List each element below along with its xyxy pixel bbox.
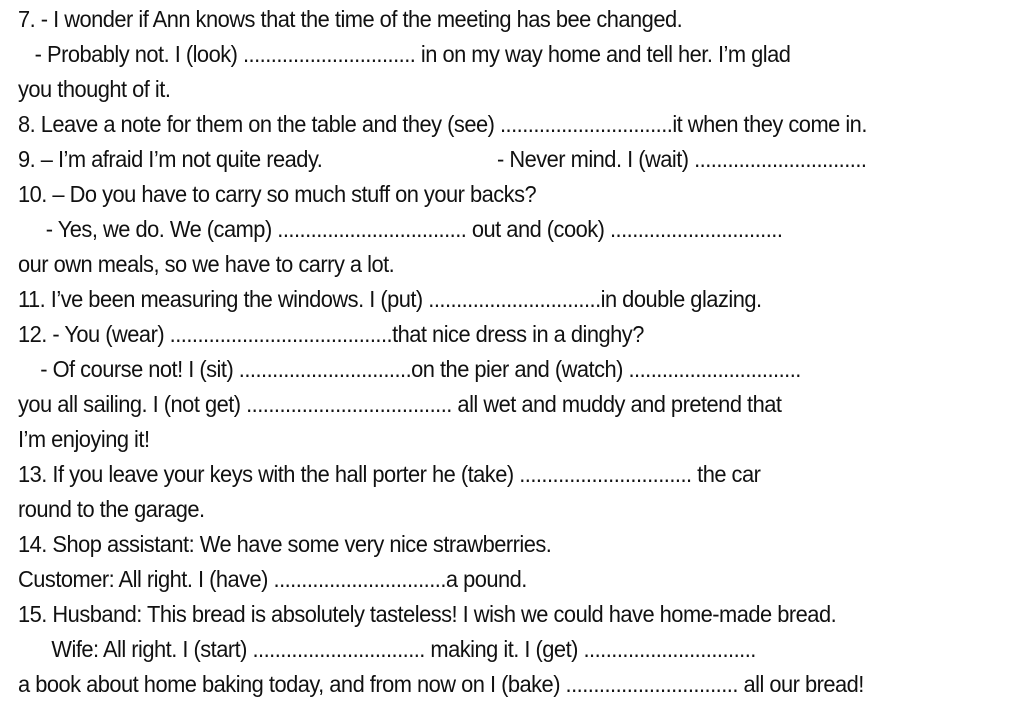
- line-15-husband: 15. Husband: This bread is absolutely tasteless! I wish we could have home-made bread.: [18, 601, 837, 627]
- line-15-continued: a book about home baking today, and from now on I (bake) ............................... all our bread!: [18, 671, 864, 697]
- line-14-assistant: 14. Shop assistant: We have some very nice strawberries.: [18, 531, 552, 557]
- line-10-answer: - Yes, we do. We (camp) .................................. out and (cook) ...............................: [18, 216, 783, 242]
- line-7-continued: you thought of it.: [18, 76, 171, 102]
- line-7-question: 7. - I wonder if Ann knows that the time of the meeting has bee changed.: [18, 6, 683, 32]
- line-15-wife: Wife: All right. I (start) ............................... making it. I (get) ...............................: [18, 636, 756, 662]
- line-12-continued: you all sailing. I (not get) ..................................... all wet and muddy and pretend that: [18, 391, 782, 417]
- line-12-end: I’m enjoying it!: [18, 426, 150, 452]
- line-12-question: 12. - You (wear) ........................................that nice dress in a dinghy?: [18, 321, 644, 347]
- line-11: 11. I’ve been measuring the windows. I (put) ...............................in double glazing.: [18, 286, 762, 312]
- line-9-answer: - Never mind. I (wait) ...............................: [497, 146, 867, 172]
- line-8: 8. Leave a note for them on the table and they (see) ...............................it when they come in.: [18, 111, 867, 137]
- line-10-continued: our own meals, so we have to carry a lot.: [18, 251, 395, 277]
- line-7-answer: - Probably not. I (look) ............................... in on my way home and tell her. I’m glad: [18, 41, 791, 67]
- line-12-answer: - Of course not! I (sit) ...............................on the pier and (watch) ...............................: [18, 356, 801, 382]
- line-13: 13. If you leave your keys with the hall porter he (take) ............................... the car: [18, 461, 761, 487]
- line-9-question: 9. – I’m afraid I’m not quite ready.: [18, 146, 323, 172]
- line-10-question: 10. – Do you have to carry so much stuff on your backs?: [18, 181, 537, 207]
- line-13-continued: round to the garage.: [18, 496, 205, 522]
- line-14-customer: Customer: All right. I (have) ...............................a pound.: [18, 566, 527, 592]
